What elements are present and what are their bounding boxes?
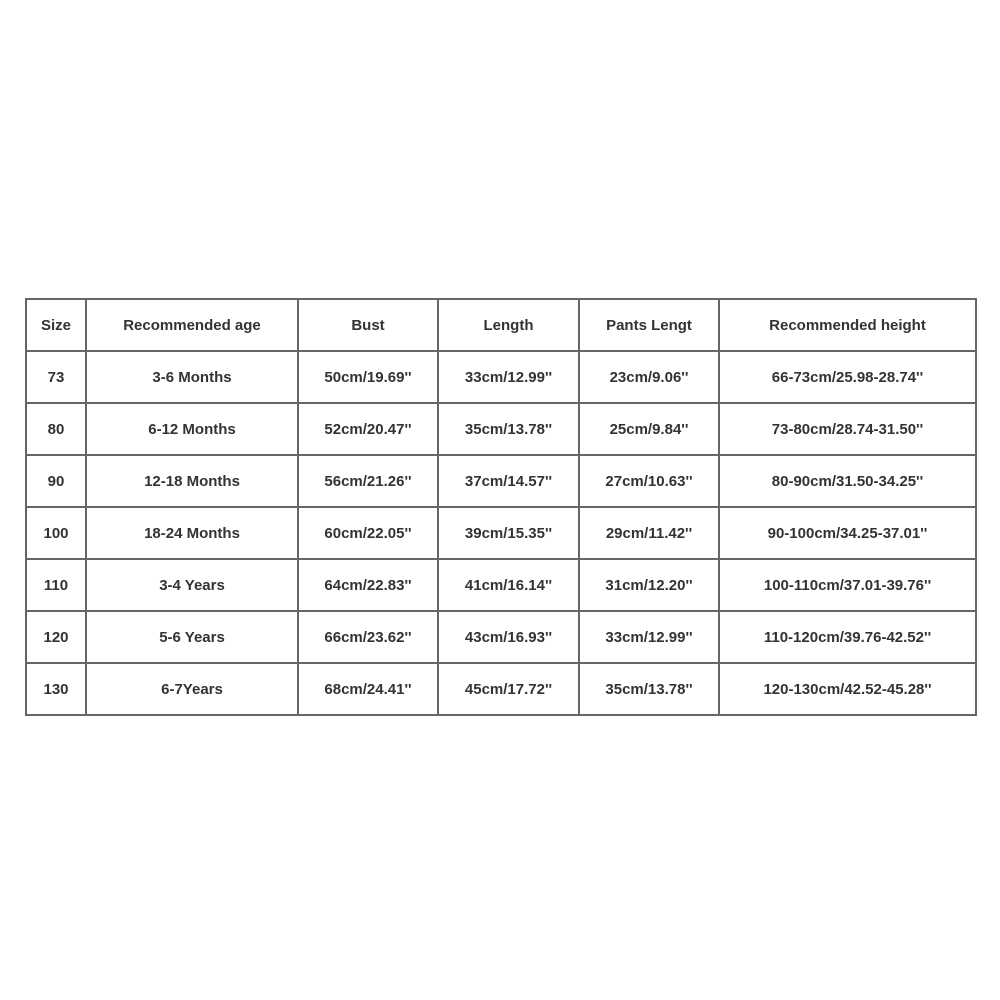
header-pants-length: Pants Lengt [579,299,719,351]
header-size: Size [26,299,86,351]
table-row [26,455,976,507]
header-row [26,299,976,351]
cell-height: 80-90cm/31.50-34.25'' [719,455,976,507]
cell-length: 39cm/15.35'' [438,507,579,559]
header-length: Length [438,299,579,351]
header-recommended-height: Recommended height [719,299,976,351]
cell-pants-length: 25cm/9.84'' [579,403,719,455]
cell-length: 33cm/12.99'' [438,351,579,403]
cell-age: 3-6 Months [86,351,298,403]
table-row [26,351,976,403]
cell-height: 90-100cm/34.25-37.01'' [719,507,976,559]
cell-bust: 60cm/22.05'' [298,507,438,559]
cell-age: 3-4 Years [86,559,298,611]
cell-bust: 50cm/19.69'' [298,351,438,403]
cell-size: 110 [26,559,86,611]
table-row [26,611,976,663]
cell-size: 80 [26,403,86,455]
cell-pants-length: 35cm/13.78'' [579,663,719,715]
cell-pants-length: 31cm/12.20'' [579,559,719,611]
header-bust: Bust [298,299,438,351]
cell-size: 130 [26,663,86,715]
table-row [26,663,976,715]
cell-age: 18-24 Months [86,507,298,559]
size-chart-table [25,298,977,716]
cell-size: 100 [26,507,86,559]
table-row [26,559,976,611]
cell-bust: 66cm/23.62'' [298,611,438,663]
cell-size: 73 [26,351,86,403]
cell-pants-length: 23cm/9.06'' [579,351,719,403]
cell-height: 100-110cm/37.01-39.76'' [719,559,976,611]
cell-pants-length: 27cm/10.63'' [579,455,719,507]
cell-length: 43cm/16.93'' [438,611,579,663]
table-row [26,403,976,455]
cell-age: 5-6 Years [86,611,298,663]
cell-size: 90 [26,455,86,507]
cell-height: 120-130cm/42.52-45.28'' [719,663,976,715]
cell-length: 45cm/17.72'' [438,663,579,715]
cell-age: 12-18 Months [86,455,298,507]
cell-height: 73-80cm/28.74-31.50'' [719,403,976,455]
header-recommended-age: Recommended age [86,299,298,351]
cell-length: 35cm/13.78'' [438,403,579,455]
cell-pants-length: 29cm/11.42'' [579,507,719,559]
cell-size: 120 [26,611,86,663]
cell-bust: 56cm/21.26'' [298,455,438,507]
cell-length: 41cm/16.14'' [438,559,579,611]
cell-pants-length: 33cm/12.99'' [579,611,719,663]
cell-age: 6-12 Months [86,403,298,455]
cell-height: 66-73cm/25.98-28.74'' [719,351,976,403]
cell-bust: 52cm/20.47'' [298,403,438,455]
table-row [26,507,976,559]
cell-bust: 68cm/24.41'' [298,663,438,715]
cell-bust: 64cm/22.83'' [298,559,438,611]
cell-age: 6-7Years [86,663,298,715]
cell-length: 37cm/14.57'' [438,455,579,507]
cell-height: 110-120cm/39.76-42.52'' [719,611,976,663]
